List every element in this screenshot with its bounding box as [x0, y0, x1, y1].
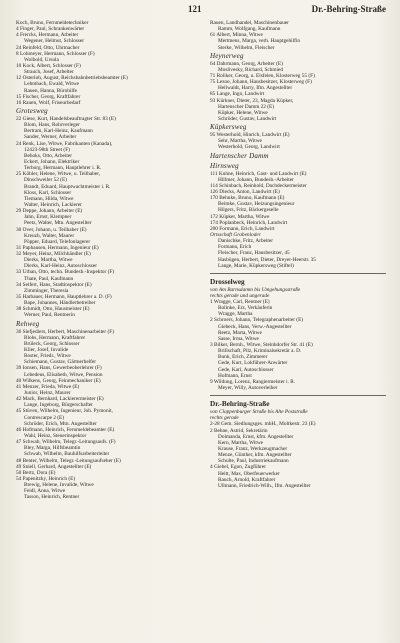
entry-continuation: Giebeck, Hans, Verw.-Angestellter	[218, 323, 292, 330]
entry-line: 8 Lohmeyer, Hermann, Schlosser (F)	[16, 50, 95, 57]
entry-continuation: Rauen, Hanna, Bürohilfe	[24, 87, 77, 94]
entry-continuation: Schröder, Gustav, Landwirt	[218, 115, 277, 122]
entry-line: 47 Schwab, Wilhelm, Telegr.-Leitungsaufs. (F)	[16, 439, 116, 446]
entry-continuation: Brewig, Helene, Invalide, Witwe	[24, 482, 94, 489]
entry-continuation: Kloss, Karl, Schlosser	[24, 189, 72, 196]
entry-continuation: Gede, Kurt, Lokführer-Anwärter	[218, 360, 288, 367]
entry-continuation: Tiemann, Hilda, Witwe	[24, 195, 74, 202]
entry-continuation: Beimke, Gustav, Heizungsingenieur	[218, 201, 295, 208]
entry-continuation: Rauch, Arnold, Kraftfahrer	[218, 476, 276, 483]
street-heading: Grotesweg	[16, 106, 48, 115]
entry-continuation: Fleischer, Franz, Hausbesitzer, 45	[218, 250, 290, 257]
entry-continuation: Eckert, Johann, Elektriker	[24, 158, 80, 165]
entry-continuation: Sasse, Irma, Witwe	[218, 335, 259, 342]
entry-continuation: Reetz, Marta, Witwe	[218, 329, 262, 336]
street-heading: Rehweg	[16, 319, 40, 328]
entry-continuation: Terborg, Hermann, Hauptlehrer i. R.	[24, 165, 102, 172]
entry-line: 40 Wilkens, Georg, Feinmechaniker (E)	[16, 377, 101, 384]
entry-line: 126 Diecks, Anton, Landwirt (E)	[210, 188, 280, 195]
entry-line: 111 Kuhne, Heinrich, Gast- und Landwirt (E)	[210, 170, 307, 177]
entry-continuation: Sterke, Wilhelm, Fleischer	[218, 44, 275, 51]
entry-line: 25 Köhler, Helene, Witwe, u. Teilhaber,	[16, 171, 101, 178]
entry-continuation: Hasbügen, Herbert, Dieter, Dreyer-Heerstr. 35	[218, 256, 316, 263]
entry-continuation: Jahn, Ernst, Klempner	[24, 214, 72, 221]
entry-continuation: Roster, Friedr., Witwe	[24, 353, 71, 360]
entry-continuation: Werner, Paul, Rentnerin	[24, 312, 75, 319]
street-note: rechts gerade und ungerade	[210, 292, 270, 299]
entry-line: 42 Mack, Bernhard, Lackierermeister (E)	[16, 396, 104, 403]
entry-continuation: Westerhold, Georg, Landwirt	[218, 144, 280, 151]
entry-line: 31 Paphausen, Hermann, Ingenieur (E)	[16, 244, 99, 251]
entry-continuation: Lebedeus, Elisabeth, Witwe, Pension	[24, 371, 103, 378]
entry-continuation: Dolmanda, Ernst, kfm. Angestellter	[218, 433, 294, 440]
entry-continuation: Meyer, Willy, Autoverleiher	[218, 385, 278, 392]
entry-continuation: Menze, Günther, kfm. Angestellter	[218, 452, 292, 459]
entry-line: 93 Kürkner, Dieter, 23, Magda Küpker,	[210, 97, 294, 104]
entry-continuation: Schröder, Erich, Mtn. Angestellter	[24, 420, 97, 427]
entry-line: 174 Poplanbeck, Heinrich, Landwirt	[210, 219, 288, 226]
street-heading: Küpkersweg	[210, 123, 247, 132]
entry-continuation: Dinschweiler 52 (E)	[24, 177, 67, 184]
entry-continuation: Dierks, Karl-Heinz, Autoschlosser	[24, 263, 97, 270]
entry-continuation: Walter, Heinrich, Lackierer	[24, 201, 82, 208]
entry-line: 9 Wildung, Lorenz, Rangiermeister i. R.	[210, 378, 296, 385]
entry-continuation: Junior, Heinz, Maurer	[24, 390, 71, 397]
entry-line: 2 Behne, Astrid, Sekretärin	[210, 427, 268, 434]
entry-continuation: Wolbold, Ursula	[24, 56, 59, 63]
entry-continuation: Bertram, Karl-Heinz, Kaufmann	[24, 128, 93, 135]
entry-line: 4 Frercks, Hermann, Arbeiter	[16, 32, 79, 39]
entry-continuation: Wegener, Helmut, Schlosser	[24, 38, 84, 45]
entry-line: 10 Kock, Albert, Schlosser (F)	[16, 62, 81, 69]
entry-continuation: Lange, Ingeborg, Bürgerschafter	[24, 402, 93, 409]
street-note: Ortsschaft Grabenloder	[210, 231, 261, 238]
street-title: Drosselweg	[210, 277, 245, 286]
entry-continuation: 12423-98th Street (F)	[24, 146, 70, 153]
street-heading: Heynerweg	[210, 51, 244, 60]
entry-line: 22 Giese, Kurt, Handelsbeauftragter Str. 83 (E)	[16, 115, 116, 122]
entry-continuation: Thate, Paul, Kaufmann	[24, 275, 74, 282]
entry-continuation: Brüleck, Georg, Schlosser	[24, 340, 80, 347]
entry-continuation: Bape, Johannes, Händlerbetreiber	[24, 300, 96, 307]
entry-line: 45 Stüven, Wilhelm, Ingenieur, Joh. Pymonit,	[16, 408, 113, 415]
street-heading: Hirnsweg	[210, 161, 239, 170]
entry-line: 4 Finger, Paul, Schrankenwärter	[16, 26, 85, 33]
entry-continuation: Bunk, Erich, Zimmerer	[218, 354, 268, 361]
entry-line: Koch, Bruno, Fernmeldetechniker	[16, 20, 89, 26]
entry-continuation: Blohs, Hermann, Kraftfahrer	[24, 334, 86, 341]
entry-line: 95 Westerhold, Hinrich, Landwirt (E)	[210, 132, 290, 139]
street-note: von Cloppenburger Straße bis Alte Poststraße	[210, 409, 308, 416]
entry-line: 35 Harbauer, Hermann, Hauptlehrer a. D. (F)	[16, 294, 112, 301]
page-header	[0, 4, 400, 18]
entry-continuation: Pöpper, Eduard, Telefonlagerer	[24, 238, 91, 245]
entry-line: 24 Renk, Lise, Witwe, Fabrikanten (Kanada),	[16, 140, 113, 147]
entry-line: 34 Seifert, Hans, Stadtinspektor (E)	[16, 281, 92, 288]
entry-line: 54 Papenitzky, Heinrich (E)	[16, 475, 76, 482]
entry-line: 172 Küpker, Martha, Witwe	[210, 213, 270, 220]
entry-line: 75 Lezoe, Johann, Hausbesitzer, Klosterweg (F)	[210, 79, 312, 86]
entry-line: 200 Formann, Erich, Landwirt	[210, 225, 275, 232]
entry-continuation: Kern, Martha, Witwe	[218, 439, 263, 446]
entry-line: 41 Menzer, Frieda, Witwe (E)	[16, 383, 80, 390]
entry-continuation: Küpker, Helene, Witwe	[218, 109, 268, 116]
entry-line: 3 Bilker, Bernh., Witwe, Steinhdorfer Str. 41 (E)	[210, 342, 313, 349]
entry-line: 29 Deppe, Johann, Arbeiter (E)	[16, 208, 83, 215]
entry-continuation: Formann, Erich	[218, 244, 252, 251]
entry-line: 12 Osterloh, August, Reichsbahnbetriebsbeamter (E)	[16, 75, 128, 82]
entry-line: 170 Behnke, Bruno, Kaufmann (E)	[210, 195, 285, 202]
entry-line: 71 Roliker, Georg, u. Elsfelen, Klosterweg 55 (F)	[210, 72, 315, 79]
entry-continuation: Sander, Werner, Arbeiter	[24, 134, 77, 141]
entry-continuation: Danischke, Fritz, Arbeiter	[218, 238, 274, 245]
entry-continuation: Hellwaldt, Harry, Ifm. Angestellter	[218, 85, 293, 92]
entry-continuation: Hillmer, Johann, Bundesb.-Arbeiter	[218, 176, 294, 183]
entry-continuation: Schwab, Wilhelm, Bauhilfsarbeiterleiter	[24, 451, 110, 458]
entry-continuation: Moslivesky, Richard, Schmied	[218, 66, 283, 73]
entry-line: 48 Benter, Wilhelm, Telegr.-Leitungsaufseher (E)	[16, 457, 121, 464]
running-head: Dr.-Behring-Straße	[311, 4, 386, 14]
street-title: Dr.-Behring-Straße	[210, 400, 270, 409]
entry-line: 32 Meyer, Heinz, Milchhändler (E)	[16, 251, 91, 258]
entry-continuation: Zimminger, Theresia	[24, 287, 69, 294]
entry-line: 50 Bertz, Dora (E)	[16, 469, 56, 476]
entry-line: 15 Fischer, Georg, Kraftfahrer	[16, 93, 81, 100]
entry-line: 2-28 Gem. Siedlungsges. mbH., Moltkestr. 23 (E)	[210, 421, 316, 428]
entry-line: 1 Wragge, Carl, Rentner (E)	[210, 299, 270, 306]
right-column	[210, 20, 386, 489]
entry-line: 16 Rauen, Wolf, Friseurbedarf	[16, 99, 81, 106]
street-note: von Am Barnsdamm bis Umgehungsstraße	[210, 286, 301, 293]
entry-line: Rauen, Landhandel, Maschinenbauer	[210, 20, 289, 26]
entry-line: 30 Over, Johann, u. Teilhaber (E)	[16, 226, 87, 233]
entry-line: 64 Dahrmann, Georg, Arbeiter (E)	[210, 60, 283, 67]
entry-line: 24 Reinfeld, Otto, Uhrmacher	[16, 44, 80, 51]
entry-continuation: Heitt, Max, Oberfeuerwerker	[218, 470, 280, 477]
entry-continuation: Wragge, Martha	[218, 311, 253, 318]
entry-continuation: Blom, Hans, Rohrverleger	[24, 122, 80, 129]
entry-continuation: Dierks, Martha, Witwe	[24, 257, 73, 264]
entry-continuation: Rolinke, Erz, Verkäuferin	[218, 305, 273, 312]
entry-continuation: Hilgers, Fritz, Bäckergeselle	[218, 207, 279, 214]
entry-continuation: Lehmbach, Ewald, Witwe	[24, 81, 79, 88]
street-heading: Hartenscher Damm	[210, 151, 269, 160]
entry-continuation: Brillschaft, Pilz, Kriminalsekretär a. D.	[218, 348, 302, 355]
entry-line: 39 Ionsen, Hans, Gewerbeoberlehrer (F)	[16, 365, 102, 372]
entry-line: 46 Hofmann, Heinrich, Fernmeldebeamter (E)	[16, 426, 115, 433]
left-column	[16, 20, 192, 501]
entry-continuation: Ullmann, Friedrich-Wilh., Ifm. Angestellter	[218, 482, 311, 489]
street-note: rechts gerade	[210, 415, 239, 422]
entry-continuation: Peetz, Walter, Mtn. Angestellter	[24, 220, 92, 227]
entry-continuation: Bley, Marga, Hilfsbeamtin	[24, 445, 81, 452]
entry-line: 61 Albert, Minna, Witwe	[210, 32, 263, 39]
entry-continuation: Gede, Karl, Autoschlosser	[218, 366, 274, 373]
entry-continuation: Mertmens, Marga, verh. Hauptgehilfin	[218, 38, 300, 45]
entry-continuation: Contrescarpe 2 (E)	[24, 414, 65, 421]
entry-continuation: Hartenscher Damm 22 (E)	[218, 103, 275, 110]
entry-line: 38 Schmidt, Otto, Hausmeister (E)	[16, 306, 90, 313]
entry-continuation: Krause, Franz, Werkzeugmacher	[218, 446, 288, 453]
entry-line: 114 Schinbach, Reinhold, Dachdeckermeister	[210, 182, 307, 189]
page-number: 121	[188, 4, 202, 14]
entry-continuation: Feidl, Anna, Witwe	[24, 488, 66, 495]
entry-continuation: Tasson, Heinrich, Rentner	[24, 494, 80, 501]
section-rule	[210, 273, 386, 274]
entry-continuation: Brandt, Eduard, Hauptwachtmeister i. R.	[24, 183, 111, 190]
entry-continuation: Kreuzh, Walter, Maurer	[24, 232, 75, 239]
entry-line: 49 Sniell, Gerhard, Angestellter (E)	[16, 463, 92, 470]
entry-continuation: Lange, Marie, Küpkersweg (Stiftel)	[218, 262, 294, 269]
entry-line: 36 Siefjediers, Herbert, Maschinenarbeiter (F)	[16, 328, 114, 335]
entry-continuation: Wahl, Heinz, Steuerinspektor	[24, 433, 87, 439]
entry-continuation: Behoks, Otto, Arbeiter	[24, 152, 72, 159]
entry-continuation: Ramm, Wolfgang, Kaufmann	[218, 26, 281, 33]
entry-line: 85 Lange, Ingo, Landwirt	[210, 91, 265, 98]
entry-continuation: Klier, Josef, Invalide	[24, 347, 69, 354]
entry-continuation: Schiemann, Gustav, Gärtnerhelfer	[24, 359, 97, 366]
entry-continuation: Strauch, Josef, Arbeiter	[24, 69, 74, 76]
section-rule	[210, 395, 386, 396]
entry-line: 4 Giebel, Egon, Zugführer	[210, 464, 267, 471]
entry-continuation: Sehr, Martha, Witwe	[218, 138, 262, 145]
entry-line: 2 Schroers, Johann, Telegraphenarbeiter (E)	[210, 317, 304, 324]
entry-continuation: Schulte, Paul, Industriekaufmann	[218, 458, 289, 465]
entry-line: 33 Urban, Otto, techn. Bundesb.-Inspektor (F)	[16, 269, 115, 276]
entry-continuation: Hofmann, Ernst	[218, 372, 252, 379]
